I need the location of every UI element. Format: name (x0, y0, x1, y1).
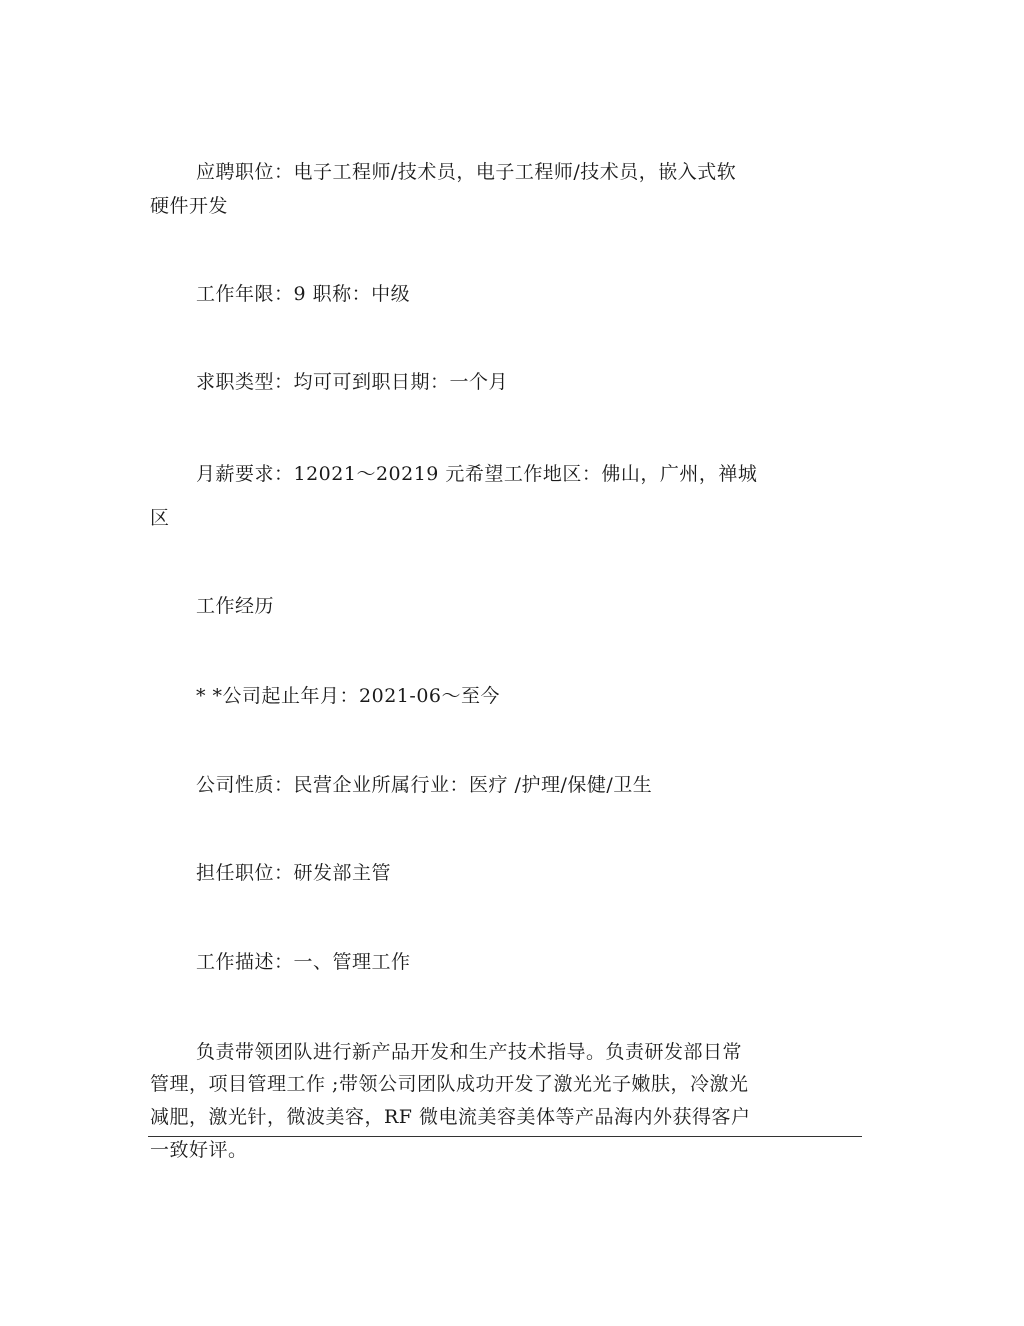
company-nature-line: 公司性质：民营企业所属行业：医疗 /护理/保健/卫生 (196, 774, 653, 796)
position-applied-line-2: 硬件开发 (150, 195, 229, 217)
salary-line-1: 月薪要求：12021～20219 元希望工作地区：佛山，广州，禅城 (196, 463, 758, 485)
work-experience-heading: 工作经历 (196, 595, 275, 617)
footer-divider (148, 1136, 862, 1137)
description-paragraph-line-2: 管理，项目管理工作 ;带领公司团队成功开发了激光光子嫩肤，冷激光 (150, 1073, 749, 1095)
description-paragraph-line-3: 减肥，激光针，微波美容，RF 微电流美容美体等产品海内外获得客户 (150, 1106, 751, 1128)
company-period-line: * *公司起止年月：2021-06～至今 (196, 685, 500, 707)
salary-line-2: 区 (150, 507, 170, 529)
description-paragraph-line-1: 负责带领团队进行新产品开发和生产技术指导。负责研发部日常 (196, 1041, 743, 1063)
job-type-line: 求职类型：均可可到职日期：一个月 (196, 371, 509, 393)
description-paragraph-line-4: 一致好评。 (150, 1139, 248, 1161)
job-description-line: 工作描述：一、管理工作 (196, 951, 411, 973)
position-applied-line-1: 应聘职位：电子工程师/技术员，电子工程师/技术员，嵌入式软 (196, 161, 737, 183)
position-held-line: 担任职位：研发部主管 (196, 862, 392, 884)
work-years-line: 工作年限：9 职称：中级 (196, 283, 411, 305)
